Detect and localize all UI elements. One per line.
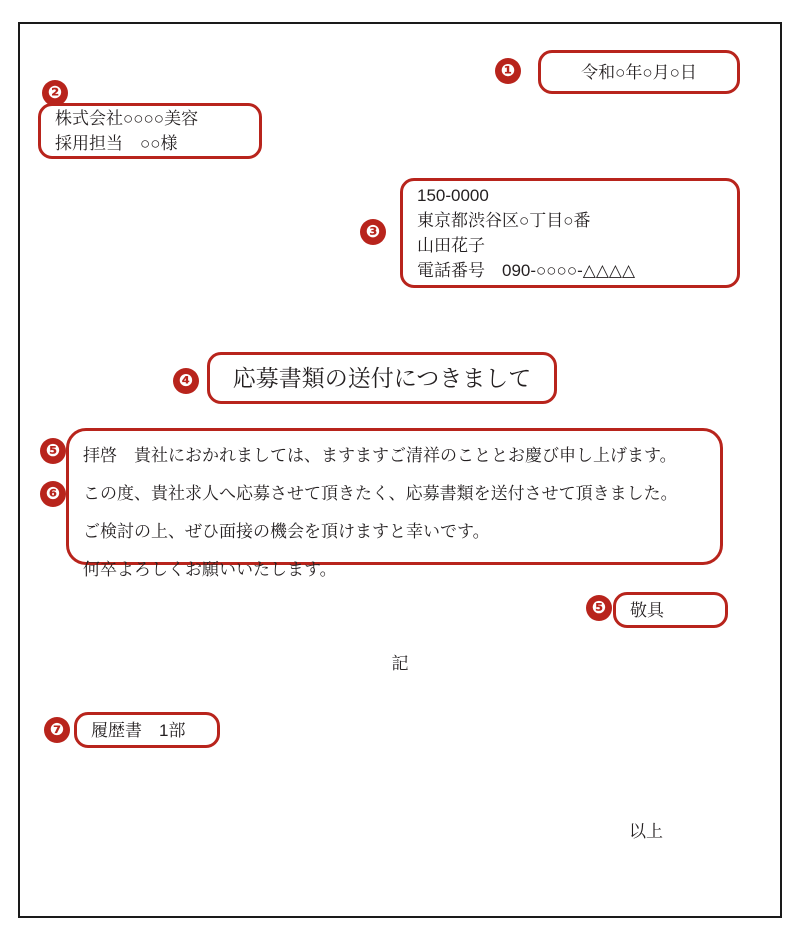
date-callout-box — [538, 50, 740, 94]
body-line-2: この度、貴社求人へ応募させて頂きたく、応募書類を送付させて頂きました。 — [83, 484, 678, 503]
sender-address: 東京都渋谷区○丁目○番 — [417, 211, 591, 230]
body-line-1: 拝啓 貴社におかれましては、ますますご清祥のこととお慶び申し上げます。 — [83, 446, 677, 465]
enclosure-text: 履歴書 1部 — [91, 720, 186, 740]
callout-marker-5-greeting: ❺ — [40, 438, 66, 464]
date-text: 令和○年○月○日 — [581, 62, 697, 82]
subject-text: 応募書類の送付につきまして — [232, 365, 532, 391]
body-line-3: ご検討の上、ぜひ面接の機会を頂けますと幸いです。 — [83, 522, 490, 541]
subject-callout-box — [207, 352, 557, 404]
callout-marker-6-main-text: ❻ — [40, 481, 66, 507]
callout-marker-4: ❹ — [173, 368, 199, 394]
sender-name: 山田花子 — [417, 236, 485, 255]
closing-callout-box — [613, 592, 728, 628]
callout-marker-2: ❷ — [42, 80, 68, 106]
recipient-company: 株式会社○○○○美容 — [55, 109, 199, 128]
recipient-person: 採用担当 ○○様 — [55, 134, 178, 153]
sender-callout-box — [400, 178, 740, 288]
callout-marker-5-closing: ❺ — [586, 595, 612, 621]
callout-marker-3: ❸ — [360, 219, 386, 245]
note-heading: 記 — [391, 654, 409, 673]
closing-text: 敬具 — [630, 600, 664, 620]
body-line-4: 何卒よろしくお願いいたします。 — [83, 560, 337, 579]
sender-postal-code: 150-0000 — [417, 186, 489, 205]
enclosure-callout-box — [74, 712, 220, 748]
end-mark: 以上 — [629, 822, 663, 841]
body-callout-box — [66, 428, 723, 579]
callout-marker-7: ❼ — [44, 717, 70, 743]
recipient-callout-box — [38, 103, 262, 159]
sender-phone: 電話番号 090-○○○○-△△△△ — [417, 261, 636, 280]
callout-marker-1: ❶ — [495, 58, 521, 84]
